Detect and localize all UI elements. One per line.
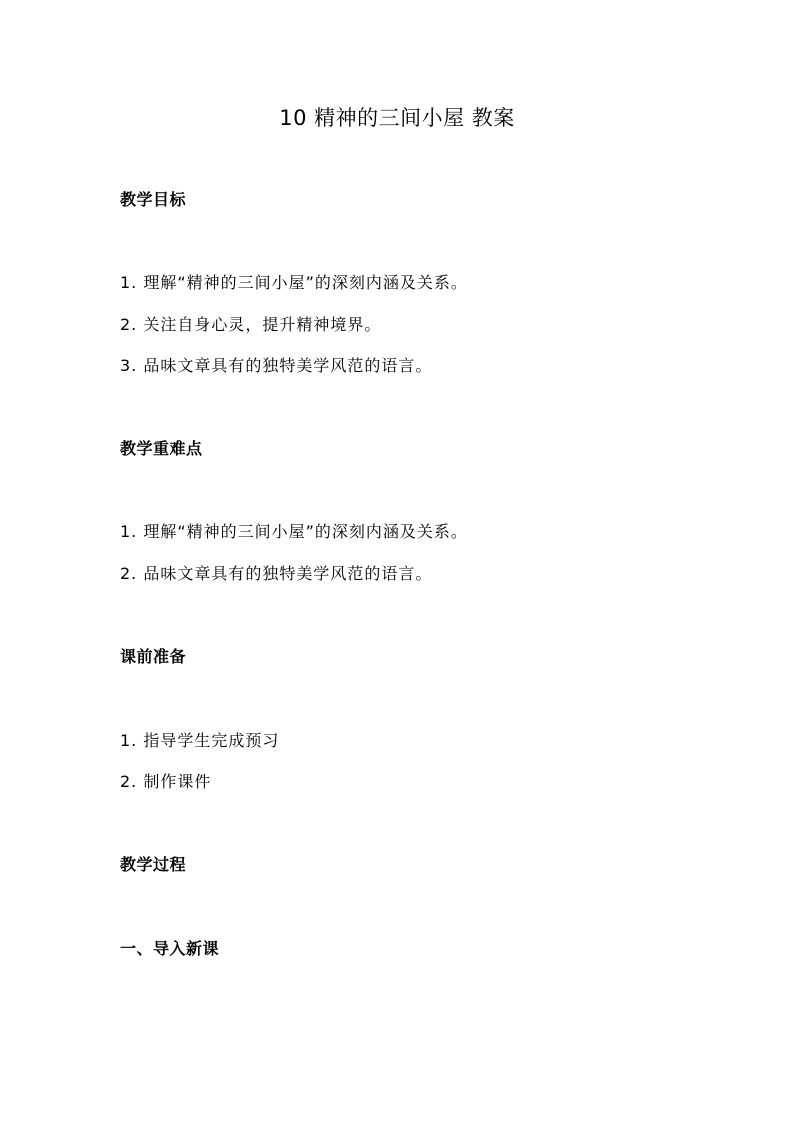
key-point-item-1: 1. 理解“精神的三间小屋”的深刻内涵及关系。: [120, 522, 468, 541]
section-heading-key-points: 教学重难点: [120, 439, 203, 458]
key-point-item-2: 2. 品味文章具有的独特美学风范的语言。: [120, 564, 433, 583]
preparation-item-2: 2. 制作课件: [120, 772, 212, 791]
document-title: 10 精神的三间小屋 教案: [279, 106, 515, 130]
section-heading-preparation: 课前准备: [120, 647, 187, 666]
goal-item-2: 2. 关注自身心灵，提升精神境界。: [120, 315, 382, 334]
goal-item-3: 3. 品味文章具有的独特美学风范的语言。: [120, 356, 433, 375]
goal-item-1: 1. 理解“精神的三间小屋”的深刻内涵及关系。: [120, 273, 468, 292]
section-heading-teaching-goals: 教学目标: [120, 190, 187, 209]
section-heading-teaching-process: 教学过程: [120, 855, 187, 874]
preparation-item-1: 1. 指导学生完成预习: [120, 731, 280, 750]
section-heading-introduction: 一、导入新课: [120, 939, 220, 958]
